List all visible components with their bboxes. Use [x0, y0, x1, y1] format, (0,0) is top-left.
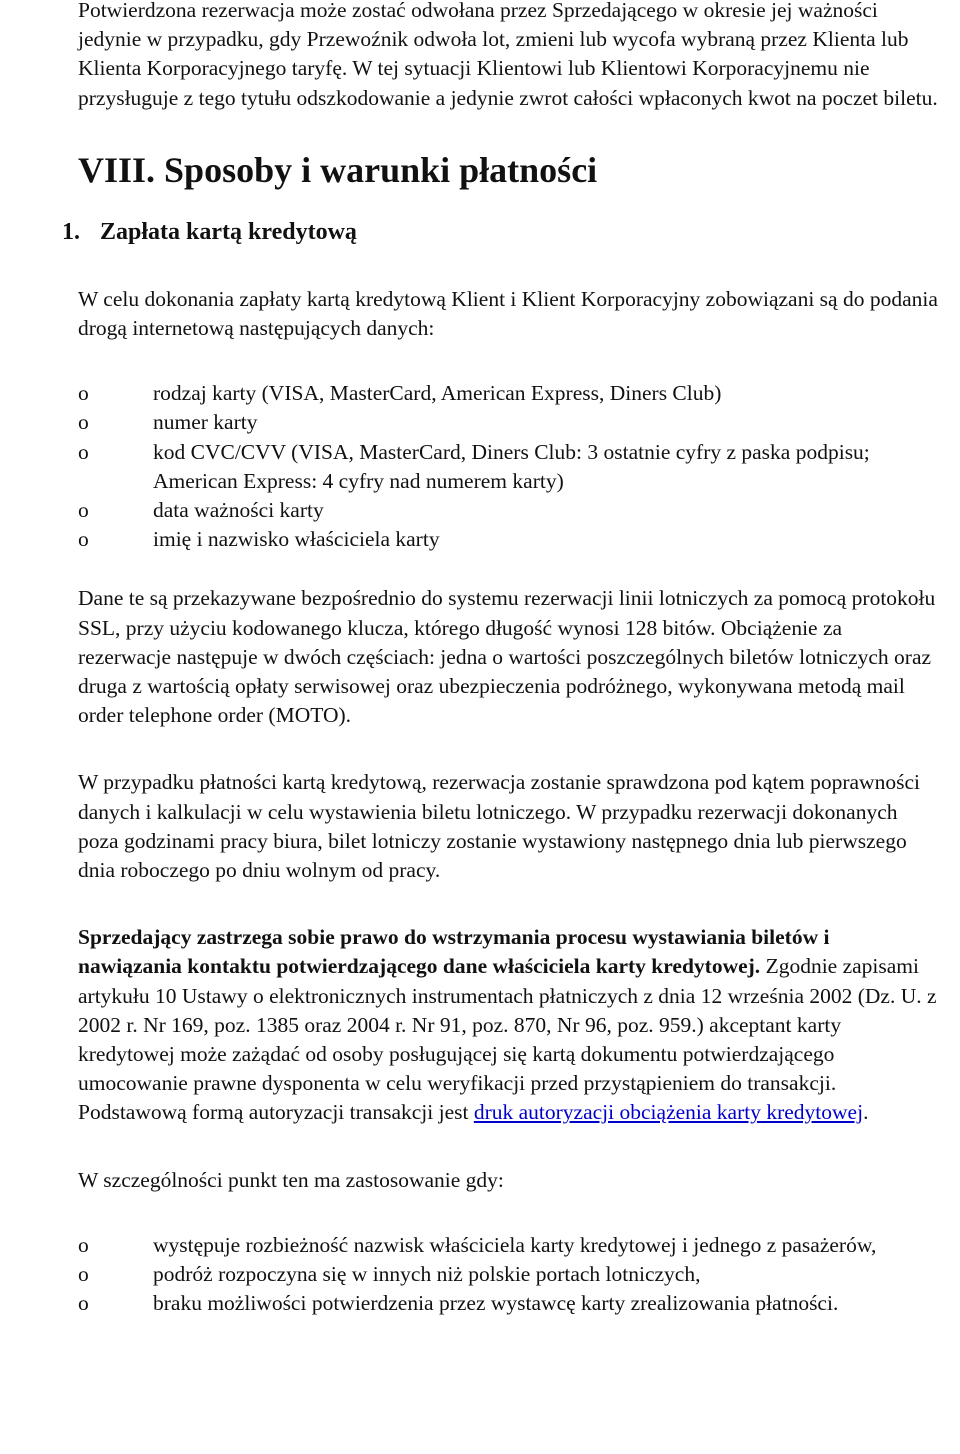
verification-paragraph: W przypadku płatności kartą kredytową, rezerwacja zostanie sprawdzona pod kątem poprawności danych i kalkulacji w celu wystawienia biletu lotniczego. W przypadku rezerwacji dokonanych poza godzinami pracy biura, bilet lotniczy zostanie wystawiony następnego dnia lub pierwszego dnia roboczego po dniu wolnym od pracy. [78, 770, 920, 883]
card-fields-list [78, 379, 938, 554]
authorization-form-link[interactable]: druk autoryzacji obciążenia karty kredytowej [473, 1100, 864, 1125]
list-item: o numer karty [78, 408, 938, 437]
bullet-icon: o [78, 1262, 89, 1287]
bullet-icon: o [78, 498, 89, 523]
card-data-paragraph: W celu dokonania zapłaty kartą kredytową Klient i Klient Korporacyjny zobowiązani są do podania drogą internetową następujących danych: [78, 286, 938, 341]
bullet-icon: o [78, 410, 89, 435]
subsection-title: Zapłata kartą kredytową [100, 218, 357, 245]
subsection-number: 1. [62, 218, 80, 245]
list-item: o data ważności karty [78, 496, 938, 525]
ssl-paragraph: Dane te są przekazywane bezpośrednio do systemu rezerwacji linii lotniczych za pomocą protokołu SSL, przy użyciu kodowanego klucza, którego długość wynosi 128 bitów. Obciążenie za rezerwacje następuje w dwóch częściach: jedna o wartości poszczególnych biletów lotniczych oraz druga z wartością opłaty serwisowej oraz ubezpieczenia podróżnego, wykonywana metodą mail order telephone order (MOTO). [78, 586, 936, 728]
list-item: o podróż rozpoczyna się w innych niż polskie portach lotniczych, [78, 1260, 938, 1289]
rights-bold-statement: Sprzedający zastrzega sobie prawo do wstrzymania procesu wystawiania biletów i nawiązania kontaktu potwierdzającego dane właściciela karty kredytowej. [78, 925, 830, 979]
list-item: o kod CVC/CVV (VISA, MasterCard, Diners Club: 3 ostatnie cyfry z paska podpisu; American Express: 4 cyfry nad numerem karty) [78, 439, 870, 493]
intro-paragraph: Potwierdzona rezerwacja może zostać odwołana przez Sprzedającego w okresie jej ważności jedynie w przypadku, gdy Przewoźnik odwoła lot, zmieni lub wycofa wybraną przez Klienta lub Klienta Korporacyjnego taryfę. W tej sytuacji Klientowi lub Klientowi Korporacyjnemu nie przysługuje z tego tytułu odszkodowanie a jedynie zwrot całości wpłaconych kwot na poczet biletu. [78, 0, 938, 110]
subsection-heading [62, 217, 938, 247]
list-item: o imię i nazwisko właściciela karty [78, 525, 938, 554]
list-item: o braku możliwości potwierdzenia przez wystawcę karty zrealizowania płatności. [78, 1289, 938, 1318]
cases-paragraph: W szczególności punkt ten ma zastosowanie gdy: [78, 1167, 504, 1192]
list-item: o występuje rozbieżność nazwisk właściciela karty kredytowej i jednego z pasażerów, [78, 1231, 938, 1260]
bullet-icon: o [78, 381, 89, 406]
bullet-icon: o [78, 527, 89, 552]
bullet-icon: o [78, 439, 89, 464]
cases-list [78, 1231, 938, 1319]
bullet-icon: o [78, 1291, 89, 1316]
bullet-icon: o [78, 1232, 89, 1257]
section-title: VIII. Sposoby i warunki płatności [78, 149, 598, 190]
rights-paragraph: Sprzedający zastrzega sobie prawo do wstrzymania procesu wystawiania biletów i nawiązania kontaktu potwierdzającego dane właściciela karty kredytowej. Zgodnie zapisami artykułu 10 Ustawy o elektronicznych instrumentach płatniczych z dnia 12 września 2002 (Dz. U. z 2002 r. Nr 169, poz. 1385 oraz 2004 r. Nr 91, poz. 870, Nr 96, poz. 959.) akceptant karty kredytowej może zażądać od osoby posługującej się kartą dokumentu potwierdzającego umocowanie prawne dysponenta w celu weryfikacji przed przystąpieniem do transakcji. Podstawową formą autoryzacji transakcji jest druk autoryzacji obciążenia karty kredytowej. [78, 925, 937, 1125]
rights-text: Zgodnie zapisami artykułu 10 Ustawy o elektronicznych instrumentach płatniczych z dnia 12 września 2002 (Dz. U. z 2002 r. Nr 169, poz. 1385 oraz 2004 r. Nr 91, poz. 870, Nr 96, poz. 959.) akceptant karty kredytowej może zażądać od osoby posługującej się kartą dokumentu potwierdzającego umocowanie prawne dysponenta w celu weryfikacji przed przystąpieniem do transakcji. Podstawową formą autoryzacji transakcji jest [78, 954, 937, 1125]
list-item: o rodzaj karty (VISA, MasterCard, American Express, Diners Club) [78, 379, 938, 408]
